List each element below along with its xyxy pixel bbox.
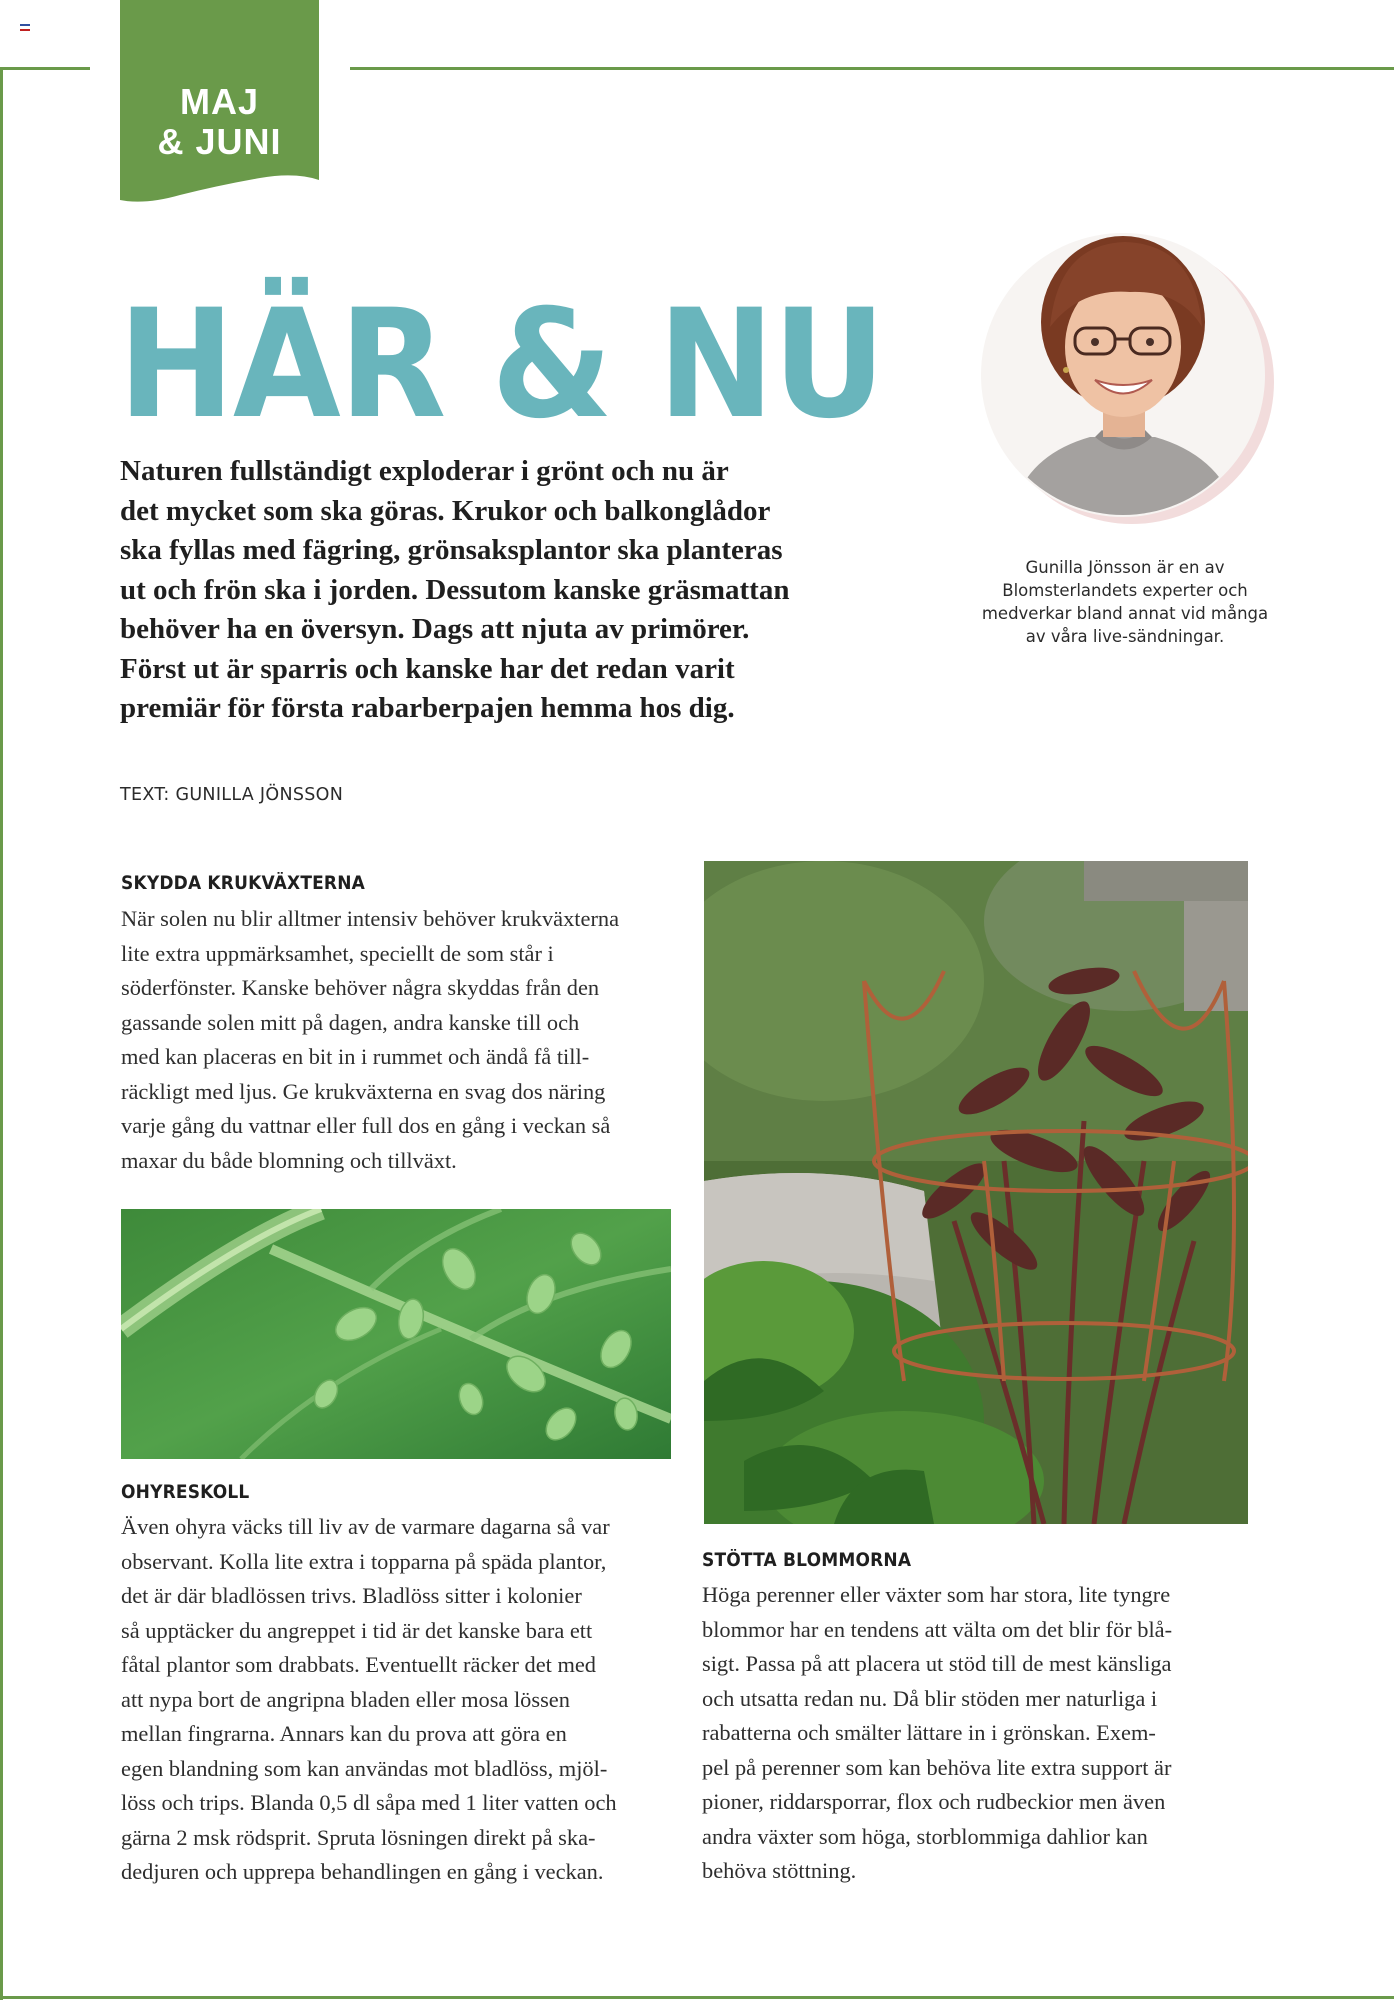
body-line: pel på perenner som kan behöva lite extra support är (702, 1754, 1172, 1780)
intro-line: Först ut är sparris och kanske har det redan varit (120, 652, 735, 685)
body-line: egen blandning som kan användas mot bladlöss, mjöl- (121, 1755, 608, 1781)
body-line: Höga perenner eller växter som har stora, lite tyngre (702, 1582, 1171, 1607)
intro-paragraph (120, 452, 910, 729)
body-line: fåtal plantor som drabbats. Eventuellt räcker det med (121, 1652, 597, 1677)
body-line: Även ohyra väcks till liv av de varmare dagarna så var (121, 1514, 610, 1539)
body-line: dedjuren och upprepa behandlingen en gång i veckan. (121, 1859, 604, 1884)
intro-line: premiär för första rabarberpajen hemma hos dig. (120, 692, 735, 724)
section-heading-skydda: SKYDDA KRUKVÄXTERNA (121, 873, 366, 894)
body-line: det är där bladlössen trivs. Bladlöss sitter i kolonier (121, 1583, 582, 1608)
intro-line: ut och frön ska i jorden. Dessutom kanske gräsmattan (120, 573, 790, 606)
intro-line: Naturen fullständigt exploderar i grönt och nu är (120, 455, 729, 487)
byline: TEXT: GUNILLA JÖNSSON (120, 785, 344, 805)
frame-line-top-right (350, 67, 1394, 70)
body-line: mellan fingrarna. Annars kan du prova att göra en (121, 1721, 567, 1746)
body-line: blommor har en tendens att välta om det blir för blå- (702, 1616, 1173, 1642)
page-title: HÄR & NU (118, 278, 885, 452)
portrait-caption (980, 556, 1270, 648)
body-line: rabatterna och smälter lättare in i grönskan. Exem- (702, 1720, 1156, 1745)
body-line: gassande solen mitt på dagen, andra kanske till och (121, 1009, 580, 1035)
intro-line: ska fyllas med fägring, grönsaksplantor ska planteras (120, 534, 783, 566)
tab-label-line1: MAJ (179, 81, 259, 122)
body-line: att nypa bort de angripna bladen eller mosa lössen (121, 1686, 570, 1712)
body-line: pioner, riddarsporrar, flox och rudbeckior men även (702, 1789, 1166, 1814)
body-line: observant. Kolla lite extra i topparna på späda plantor, (121, 1548, 607, 1574)
body-line: räckligt med ljus. Ge krukväxterna en svag dos näring (121, 1078, 606, 1104)
caption-line: Blomsterlandets experter och (1002, 581, 1248, 600)
expert-portrait (980, 222, 1280, 532)
caption-line: medverkar bland annat vid många (981, 604, 1269, 623)
body-line: sigt. Passa på att placera ut stöd till de mest känsliga (702, 1651, 1172, 1676)
section-tab (120, 0, 319, 205)
frame-line-top-left (0, 67, 90, 70)
tab-label (120, 82, 319, 162)
body-line: maxar du både blomning och tillväxt. (121, 1147, 457, 1173)
section-body-ohyra (121, 1510, 617, 1890)
section-body-stotta (702, 1578, 1172, 1889)
intro-line: behöver ha en översyn. Dags att njuta av primörer. (120, 613, 750, 645)
body-line: När solen nu blir alltmer intensiv behöver krukväxterna (121, 906, 620, 931)
caption-line: av våra live-sändningar. (1025, 627, 1225, 646)
section-body-skydda (121, 902, 619, 1178)
caption-line: Gunilla Jönsson är en av (1025, 558, 1225, 577)
plant-support-photo (704, 861, 1248, 1524)
body-line: och utsatta redan nu. Då blir stöden mer naturliga i (702, 1685, 1158, 1711)
section-heading-ohyra: OHYRESKOLL (121, 1482, 250, 1503)
body-line: behöva stöttning. (702, 1858, 857, 1883)
body-line: andra växter som höga, storblommiga dahlior kan (702, 1823, 1148, 1849)
body-line: lite extra uppmärksamhet, speciellt de som står i (121, 940, 554, 966)
frame-line-left (0, 67, 3, 2000)
section-heading-stotta: STÖTTA BLOMMORNA (702, 1550, 912, 1571)
body-line: så upptäcker du angreppet i tid är det kanske bara ett (121, 1617, 593, 1643)
flag-icon (20, 24, 30, 31)
intro-line: det mycket som ska göras. Krukor och balkonglådor (120, 494, 771, 527)
frame-line-bottom (0, 1996, 1394, 1999)
body-line: söderfönster. Kanske behöver några skyddas från den (121, 975, 600, 1000)
body-line: varje gång du vattnar eller full dos en gång i veckan så (121, 1113, 611, 1138)
body-line: med kan placeras en bit in i rummet och ändå få till- (121, 1044, 590, 1069)
aphid-leaf-photo (121, 1209, 671, 1459)
body-line: gärna 2 msk rödsprit. Spruta lösningen direkt på ska- (121, 1824, 596, 1850)
body-line: löss och trips. Blanda 0,5 dl såpa med 1 liter vatten och (121, 1790, 617, 1815)
tab-label-line2: & JUNI (157, 121, 282, 162)
